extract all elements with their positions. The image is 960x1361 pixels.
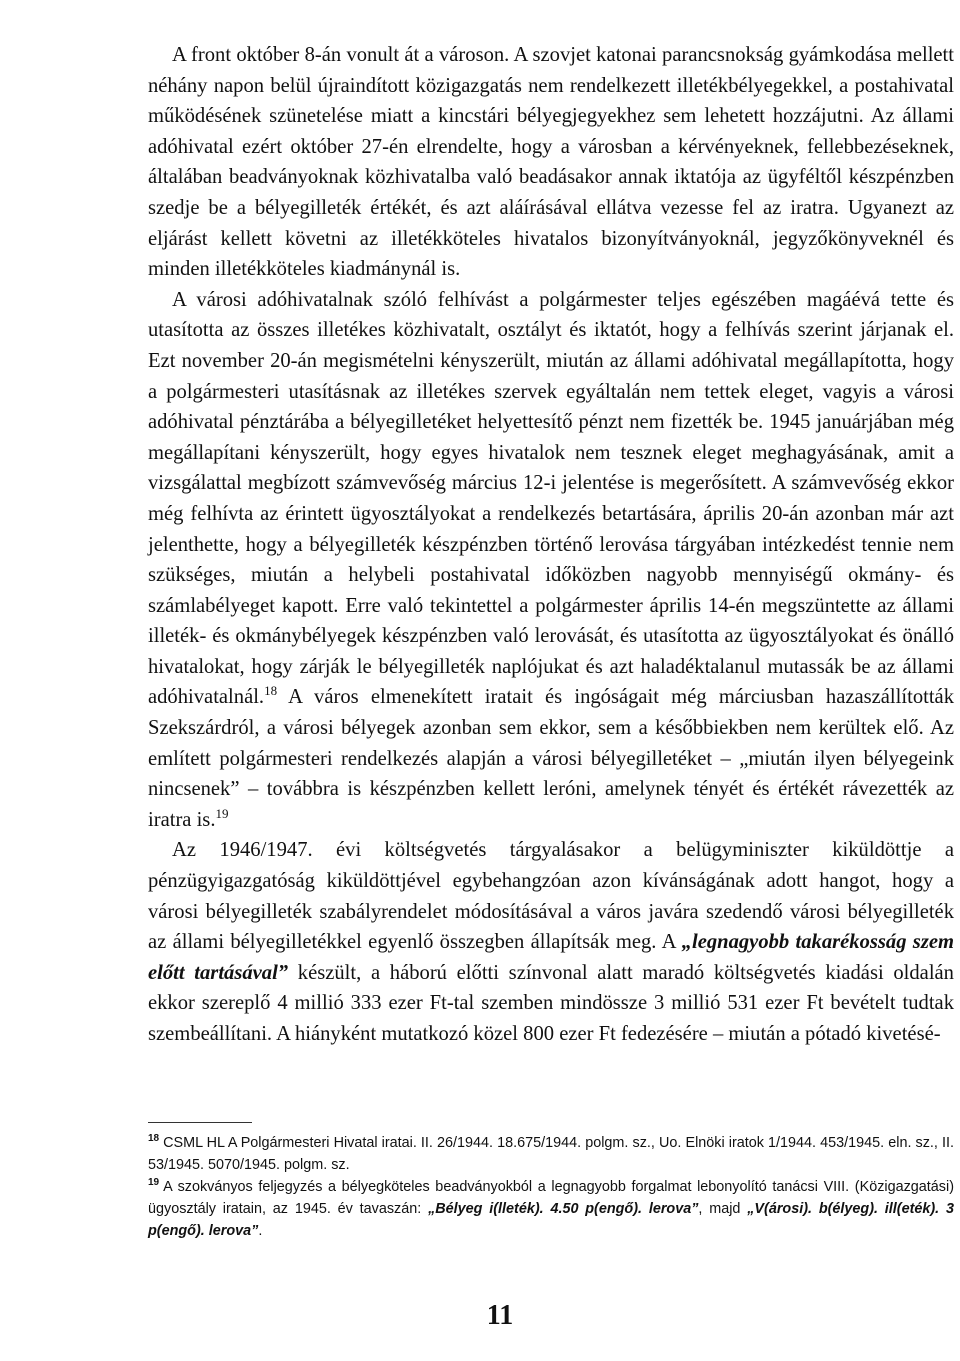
footnote-19-text-a: A szokványos feljegyzés a bélyegköteles beadványokból a legnagyobb forgalmat lebonyolító tanácsi VIII. (Közigazgatási) ügyosztály iratain, az 1945. év tavaszán: bbox=[148, 1179, 954, 1217]
paragraph-3-quote: „legnagyobb takarékosság szem előtt tartásával” bbox=[148, 931, 954, 984]
paragraph-2-text-b: A város elmenekített iratait és ingóságait még márciusban hazaszállították Szekszárdról, a városi bélyegek azonban sem ekkor, sem a későbbiekben nem kerültek elő. Az említett polgármesteri rendelkezés alapján a városi bélyegilletéket – „miután ilyen bélyegeink nincsenek” – továbbra is készpénzben kellett leróni, amelynek tényét és értékét rávezették az iratra is. bbox=[148, 686, 954, 831]
footnote-19-mark: 19 bbox=[148, 1177, 160, 1189]
footnote-18 bbox=[148, 1132, 954, 1176]
footnote-19-quote-1: „Bélyeg i(lleték). 4.50 p(engő). lerova” bbox=[428, 1201, 699, 1217]
paragraph-3 bbox=[148, 835, 954, 1049]
paragraph-2-text-a: A városi adóhivatalnak szóló felhívást a polgármester teljes egészében magáévá tette és utasította az összes illetékes közhivatalt, osztályt és iktatót, hogy a felhívás szerint járjanak el. Ezt november 20-án megismételni kényszerült, miután az állami adóhivatal megállapította, hogy a polgármesteri utasításnak az illetékes szervek egyáltalán nem tettek eleget, vagyis a városi adóhivatal pénztárába a bélyegilletéket helyettesítő pénzt nem fizették be. 1945 januárjában még megállapítani kényszerült, hogy egyes hivatalok nem tesznek eleget meghagyásának, amit a vizsgálattal megbízott számvevőség március 12-i jelentése is megerősített. A számvevőség ekkor még felhívta az érintett ügyosztályokat a rendelkezés betartására, április 20-án azonban már azt jelenthette, hogy a bélyegilleték készpénzben történő lerovása tárgyában intézkedést tennie nem szükséges, miután a helybeli postahivatal időközben nagyobb mennyiségű okmány- és számlabélyeget kapott. Erre való tekintettel a polgármester április 14-én megszüntette az állami illeték- és okmánybélyegek készpénzben való lerovását, és utasította az ügyosztályokat és önálló hivatalokat, hogy zárják le bélyegilleték naplójukat és azt haladéktalanul mutassák be az állami adóhivatalnál. bbox=[148, 288, 954, 709]
paragraph-3-text-a: Az 1946/1947. évi költségvetés tárgyalásakor a belügyminiszter kiküldöttje a pénzügyigazgatóság kiküldöttjével egybehangzóan azon kívánságának adott hangot, hogy a városi bélyegilleték szabályrendelet módosításával a város javára szedendő városi bélyegilleték az állami bélyegilletékkel egyenlő összegben állapítsák meg. A bbox=[148, 839, 954, 954]
footnote-reference-18: 18 bbox=[264, 683, 278, 699]
main-text bbox=[148, 40, 954, 1050]
footnote-18-text: CSML HL A Polgármesteri Hivatal iratai. II. 26/1944. 18.675/1944. polgm. sz., Uo. Elnöki iratok 1/1944. 453/1945. eln. sz., II. 53/1945. 5070/1945. polgm. sz. bbox=[148, 1135, 954, 1173]
page-number: 11 bbox=[486, 1300, 514, 1331]
footnote-19-text-c: . bbox=[258, 1223, 263, 1239]
footnote-19-quote-2: „V(árosi). b(élyeg). ill(eték). 3 p(engő). lerova” bbox=[148, 1201, 954, 1239]
footnote-19 bbox=[148, 1176, 954, 1242]
paragraph-1-text: A front október 8-án vonult át a városon. A szovjet katonai parancsnokság gyámkodása mellett néhány napon belül újraindított közigazgatás nem rendelkezett illetékbélyegekkel, a postahivatal működésének szünetelése miatt a kincstári bélyegjegyekhez sem lehetett hozzájutni. Az állami adóhivatal ezért október 27-én elrendelte, hogy a városban a kérvényeknek, fellebbezéseknek, általában beadványoknak közhivatalba való beadásakor annak iktatója az ügyféltől készpénzben szedje be a bélyegilleték értékét, és azt aláírásával ellátva vezesse fel az iratra. Ugyanezt az eljárást kellett követni az illetékköteles hivatalos bizonyítványoknál, jegyzőkönyveknél és minden illetékköteles kiadmánynál is. bbox=[148, 44, 954, 281]
footnotes bbox=[148, 1132, 954, 1242]
paragraph-3-text-b: készült, a háború előtti színvonal alatt maradó költségvetés kiadási oldalán ekkor szereplő 4 millió 333 ezer Ft-tal szemben mindössze 3 millió 531 ezer Ft bevételt tudtak szembeállítani. A hiányként mutatkozó közel 800 ezer Ft fedezésére – miután a pótadó kivetésé- bbox=[148, 961, 954, 1045]
footnote-18-mark: 18 bbox=[148, 1133, 160, 1145]
footnote-divider bbox=[148, 1122, 252, 1123]
footnote-19-text-b: , majd bbox=[698, 1201, 748, 1217]
paragraph-2 bbox=[148, 285, 954, 836]
paragraph-1 bbox=[148, 40, 954, 285]
footnote-reference-19: 19 bbox=[215, 805, 229, 821]
